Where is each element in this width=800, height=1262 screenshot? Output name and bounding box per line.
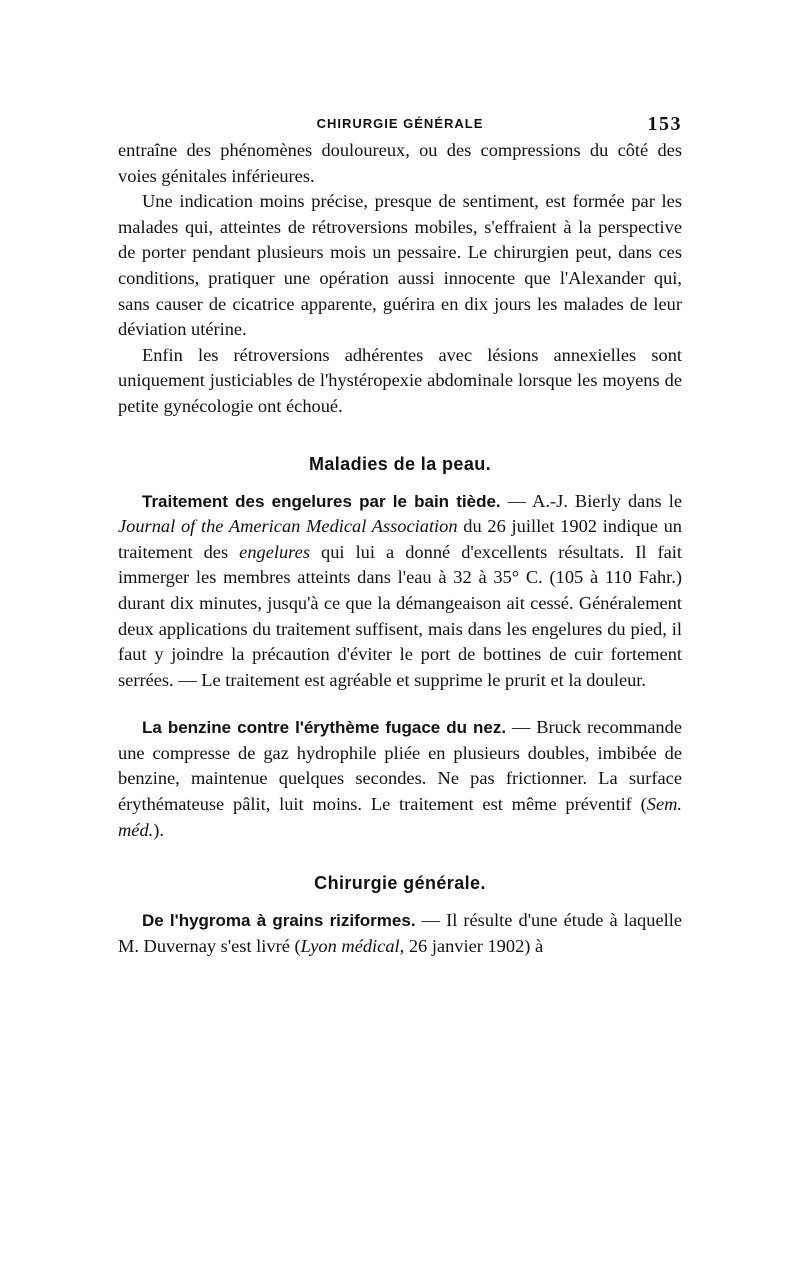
running-head — [118, 108, 682, 138]
source-citation: Sem. méd. — [118, 794, 682, 840]
article-text: — A.-J. Bierly dans le — [500, 490, 682, 511]
source-citation: Lyon médical — [300, 935, 400, 956]
section-title-skin-diseases: Maladies de la peau. — [308, 453, 492, 474]
article-chilblains — [118, 489, 682, 694]
article-lead: Traitement des engelures par le bain tiède. — [142, 491, 501, 511]
article-benzine — [118, 715, 682, 843]
article-text: du 26 juillet 1902 indique un traitement des — [118, 516, 682, 562]
paragraph-indication: Une indication moins précise, presque de sentiment, est formée par les malades qui, atteintes de rétroversions mobiles, s'effraient à la perspective de porter pendant plusieurs mois un pessaire. Le chirurgien peut, dans ces conditions, pratiquer une opération aussi innocente que l'Alexander qui, sans causer de cicatrice apparente, guérira en dix jours les malades de leur déviation utérine. — [118, 191, 682, 340]
term-engelures: engelures — [239, 541, 310, 562]
article-hygroma — [118, 908, 682, 959]
article-text: ). — [153, 819, 164, 840]
section-title-general-surgery: Chirurgie générale. — [314, 873, 486, 894]
article-lead: De l'hygroma à grains riziformes. — [142, 911, 416, 931]
article-text: — Bruck recommande une compresse de gaz hydrophile pliée en plusieurs doubles, imbibée de benzine, maintenue quelques secondes. Ne pas frictionner. La surface érythémateuse pâlit, luit moins. Le traitement est même préventif ( — [118, 717, 682, 815]
running-title: CHIRURGIE GÉNÉRALE — [316, 116, 484, 131]
article-text: qui lui a donné d'excellents résultats. Il fait immerger les membres atteints dans l'eau à 32 à 35° C. (105 à 110 Fahr.) durant dix minutes, jusqu'à ce que la démangeaison ait cessé. Généralement deux applications du traitement suffisent, mais dans les engelures du pied, il faut y joindre la précaution d'éviter le port de bottines de cuir fortement serrées. — Le traitement est agréable et supprime le prurit et la douleur. — [118, 541, 682, 690]
journal-title: Journal of the American Medical Association — [118, 516, 458, 537]
book-page — [118, 108, 682, 959]
article-text: — Il résulte d'une étude à laquelle M. Duvernay s'est livré ( — [118, 910, 682, 956]
article-lead: La benzine contre l'érythème fugace du nez. — [142, 718, 507, 738]
paragraph-continuation: entraîne des phénomènes douloureux, ou des compressions du côté des voies génitales inférieures. — [118, 140, 682, 186]
article-text: , 26 janvier 1902) à — [399, 935, 544, 956]
paragraph-retroversions: Enfin les rétroversions adhérentes avec lésions annexielles sont uniquement justiciables de l'hystéropexie abdominale lorsque les moyens de petite gynécologie ont échoué. — [118, 344, 682, 416]
page-number: 153 — [647, 113, 682, 135]
